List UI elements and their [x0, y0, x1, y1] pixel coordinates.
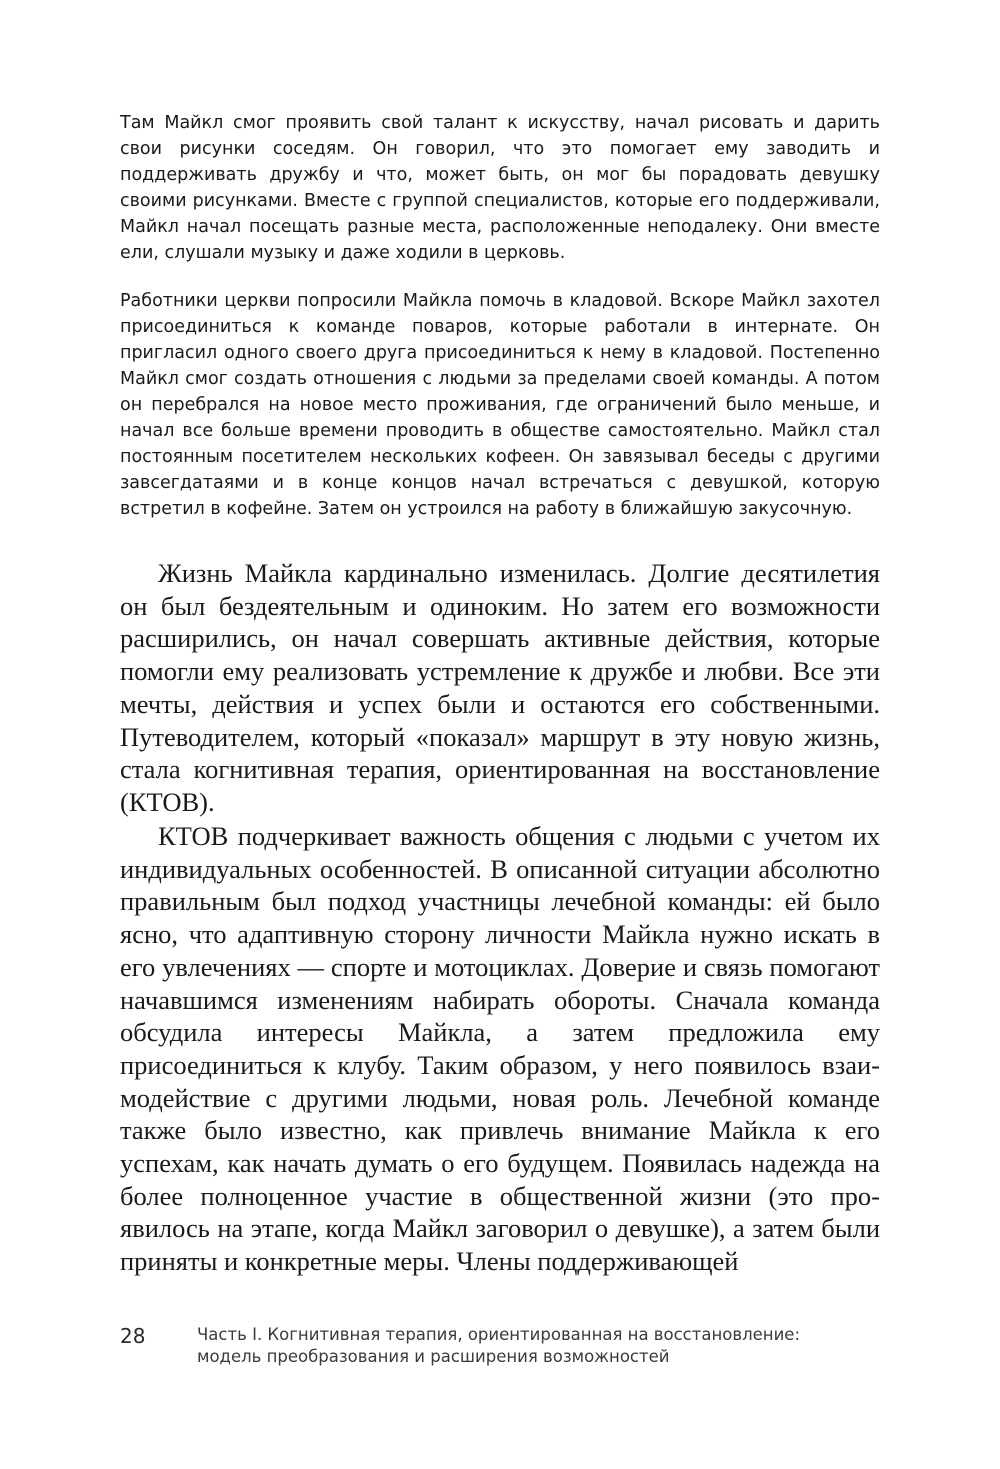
case-example-paragraph-2: Работники церкви попросили Майкла помочь в кладовой. Вскоре Майкл захотел присоединиться к команде поваров, которые работали в интернате. Он пригласил одного своего друга присоединиться к нему в кладовой. Постепенно Майкл смог создать отношения с людьми за пределами своей команды. А потом он перебрался на новое место проживания, где ограничений было меньше, и начал все больше времени проводить в обществе самостоятельно. Майкл стал постоянным посетителем нескольких кофеен. Он завязывал беседы с другими завсегдатаями и в конце концов начал встречаться с девушкой, которую встретил в кофейне. Затем он устроился на работу в ближайшую закусочную.	[120, 291, 880, 519]
running-footer-line-2: модель преобразования и расширения возможностей	[197, 1347, 670, 1366]
running-footer	[197, 1324, 887, 1368]
page-number: 28	[120, 1324, 146, 1348]
case-example-paragraph-1: Там Майкл смог проявить свой талант к искусству, начал рисовать и дарить свои рисунки соседям. Он говорил, что это помогает ему заводить и поддерживать дружбу и что, может быть, он мог бы порадовать девушку своими рисунками. Вместе с группой специалистов, которые его поддерживали, Майкл начал посещать разные места, расположенные неподалеку. Они вместе ели, слушали музыку и даже ходили в церковь.	[120, 113, 880, 263]
body-paragraph-1: Жизнь Майкла кардинально изменилась. Долгие десятилетия он был бездеятельным и одиноким. Но затем его возможности расширились, он начал совершать активные действия, которые помогли ему реализовать устремление к дружбе и любви. Все эти мечты, действия и успех были и остаются его собственными. Путеводителем, который «показал» маршрут в эту новую жизнь, стала когнитивная терапия, ориентированная на восстановление (КТОВ).	[120, 558, 880, 817]
running-footer-line-1: Часть I. Когнитивная терапия, ориентированная на восстановление:	[197, 1325, 801, 1344]
body-paragraph-2: КТОВ подчеркивает важность общения с людьми с учетом их индивидуальных особенностей. В описанной ситуации абсолютно правильным был подход участницы лечебной команды: ей было ясно, что адаптивную сторону личности Майкла нужно искать в его увлечениях — спорте и мотоциклах. Доверие и связь помогают начавшимся изменениям набирать обороты. Сначала команда обсудила интересы Майкла, а затем предложила ему присоединиться к клубу. Таким образом, у него появилось взаимодействие с другими людьми, новая роль. Лечебной команде также было известно, как привлечь внимание Майкла к его успехам, как начать думать о его будущем. Появилась надежда на более полноценное участие в общественной жизни (это проявилось на этапе, когда Майкл заговорил о девушке), а затем были приняты и конкретные меры. Члены поддерживающей	[120, 821, 880, 1277]
